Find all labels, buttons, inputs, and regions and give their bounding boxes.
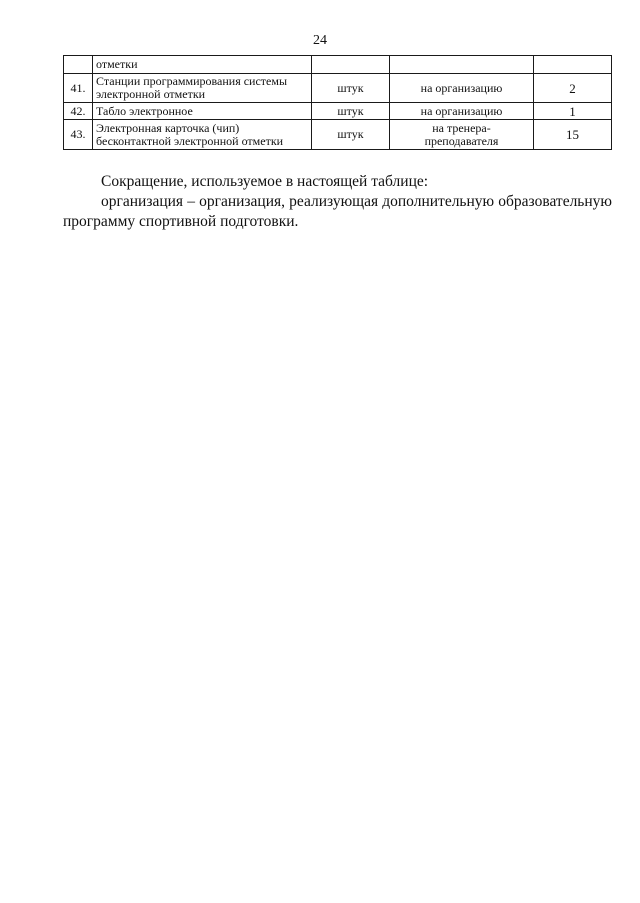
cell-unit: штук: [312, 103, 390, 120]
cell-unit: штук: [312, 74, 390, 103]
cell-number: 43.: [64, 120, 93, 150]
cell-name: Табло электронное: [93, 103, 312, 120]
cell-quantity: [534, 56, 612, 74]
cell-basis-line: преподавателя: [424, 133, 499, 148]
cell-name: [93, 120, 312, 150]
cell-name-line: бесконтактной электронной отметки: [96, 133, 284, 148]
cell-number: [64, 56, 93, 74]
table-row: [64, 120, 612, 150]
cell-quantity: 15: [534, 120, 612, 150]
cell-basis: на организацию: [390, 103, 534, 120]
cell-quantity: 1: [534, 103, 612, 120]
cell-number: 41.: [64, 74, 93, 103]
cell-quantity: 2: [534, 74, 612, 103]
cell-unit: [312, 56, 390, 74]
table-row-continuation: [64, 56, 612, 74]
cell-basis: на организацию: [390, 74, 534, 103]
note-definition: организация – организация, реализующая дополнительную образовательную программу спортивной подготовки.: [63, 193, 612, 230]
cell-name-line: электронной отметки: [96, 87, 206, 101]
note-heading: Сокращение, используемое в настоящей таблице:: [101, 173, 429, 190]
abbreviation-note: [63, 172, 612, 232]
cell-basis: [390, 120, 534, 150]
cell-basis: [390, 56, 534, 74]
cell-name-line: Электронная карточка (чип): [96, 120, 240, 135]
cell-name: отметки: [93, 56, 312, 74]
cell-name: [93, 74, 312, 103]
cell-basis-line: на тренера-: [432, 120, 491, 135]
page-number: 24: [313, 33, 327, 48]
equipment-table: [63, 55, 612, 150]
cell-name-line: Станции программирования системы: [96, 74, 288, 88]
cell-unit: штук: [312, 120, 390, 150]
table-row: [64, 74, 612, 103]
cell-number: 42.: [64, 103, 93, 120]
table-row: [64, 103, 612, 120]
